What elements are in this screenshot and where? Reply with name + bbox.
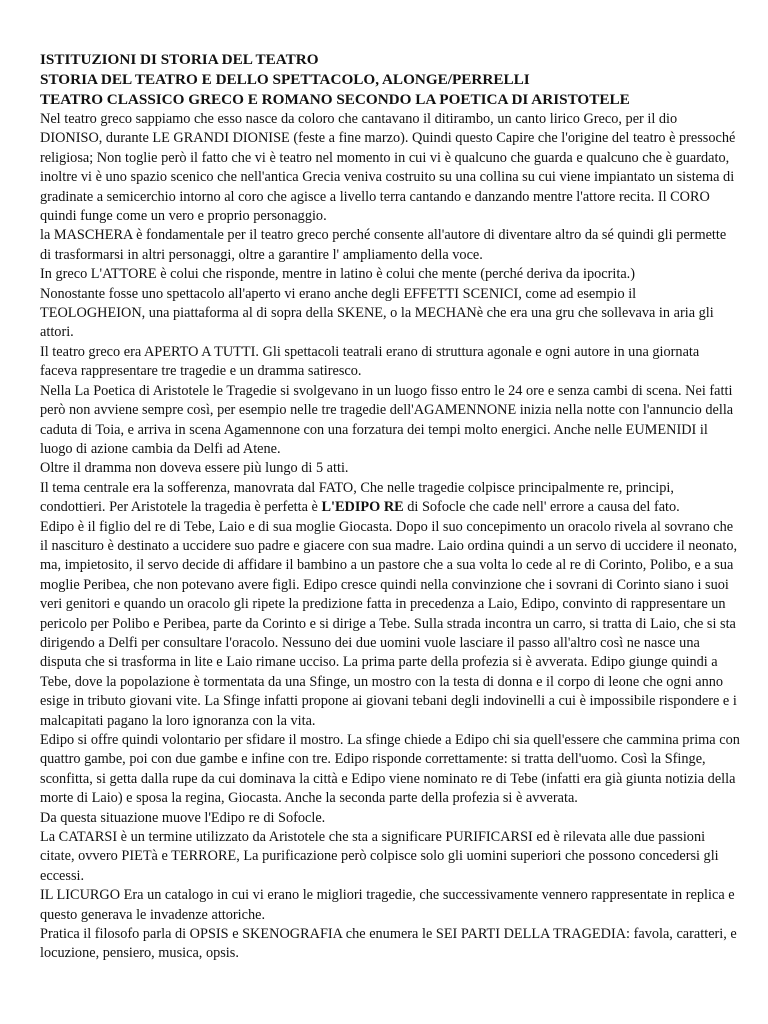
paragraph-aperto-a-tutti: Il teatro greco era APERTO A TUTTI. Gli spettacoli teatrali erano di struttura agonale e ogni autore in una giornata faceva rappresentare tre tragedie e un dramma satiresco. — [40, 343, 700, 380]
document-title: ISTITUZIONI DI STORIA DEL TEATRO — [40, 51, 319, 68]
fato-text: Il tema centrale era la sofferenza, manovrata dal FATO, Che nelle tragedie colpisce principalmente re, principi, condottieri. Per Aristotele la tragedia è perfetta è — [40, 479, 674, 516]
paragraph-poetica: Nella La Poetica di Aristotele le Tragedie si svolgevano in un luogo fisso entro le 24 ore e senza cambi di scena. Nei fatti però non avviene sempre così, per esempio nelle tre tragedie dell'AGAMENNONE inizia nella notte con l'annuncio della caduta di Toia, e arriva in scena Agamennone con una forzatura dei tempi molto energici. Anche nelle EUMENIDI il luogo di azione cambia da Delfi ad Atene. — [40, 382, 734, 457]
section-heading: TEATRO CLASSICO GRECO E ROMANO SECONDO LA POETICA DI ARISTOTELE — [40, 91, 630, 108]
paragraph-catarsi: La CATARSI è un termine utilizzato da Aristotele che sta a significare PURIFICARSI ed è rilevata alle due passioni citate, ovvero PIETà e TERRORE, La purificazione però colpisce solo gli uomini superiori che possono concedersi gli eccessi. — [40, 829, 719, 884]
fato-text-end: di Sofocle che cade nell' errore a causa del fato. — [403, 499, 680, 516]
paragraph-sfinge: Edipo si offre quindi volontario per sfidare il mostro. La sfinge chiede a Edipo chi sia quell'essere che cammina prima con quattro gambe, poi con due gambe e infine con tre. Edipo risponde correttamente: si tratta dell'uomo. Così la Sfinge, sconfitta, si getta dalla rupe da cui dominava la città e Edipo viene nominato re di Tebe (infatti era già giunta notizia della morte di Laio) e sposa la regina, Giocasta. Anche la seconda parte della profezia si è avverata. — [40, 732, 740, 807]
paragraph-licurgo: IL LICURGO Era un catalogo in cui vi erano le migliori tragedie, che successivamente vennero rappresentate in replica e questo generava le invadenze attoriche. — [40, 887, 735, 923]
paragraph-effetti-scenici: Nonostante fosse uno spettacolo all'aperto vi erano anche degli EFFETTI SCENICI, come ad esempio il TEOLOGHEION, una piattaforma al di sopra della SKENE, o la MECHANè che era una gru che sollevava in aria gli attori. — [40, 285, 714, 341]
paragraph-maschera: la MASCHERA è fondamentale per il teatro greco perché consente all'autore di diventare altro da sé quindi gli permette di trasformarsi in altri personaggi, oltre a garantire l' ampliamento della voce. — [40, 227, 727, 263]
paragraph-opsis: Pratica il filosofo parla di OPSIS e SKENOGRAFIA che enumera le SEI PARTI DELLA TRAGEDIA: favola, caratteri, e locuzione, pensiero, musica, opsis. — [40, 926, 737, 962]
paragraph-edipo-sofocle: Da questa situazione muove l'Edipo re di Sofocle. — [40, 809, 326, 826]
document-body — [40, 110, 740, 964]
paragraph-attore: In greco L'ATTORE è colui che risponde, mentre in latino è colui che mente (perché deriva da ipocrita.) — [40, 266, 636, 283]
paragraph-origins: Nel teatro greco sappiamo che esso nasce da coloro che cantavano il ditirambo, un canto lirico Greco, per il dio DIONISO, durante LE GRANDI DIONISE (feste a fine marzo). Quindi questo Capire che l'origine del teatro è pressoché religiosa; Non toglie però il fatto che vi è teatro nel momento in cui vi è qualcuno che guarda e qualcuno che è guardato, inoltre vi è uno spazio scenico che nell'antica Grecia veniva costruito su una collina su cui viene impiantato un sistema di gradinate a semicerchio intorno al coro che agisce a livello terra cantando e danzando mentre l'attore recita. Il CORO quindi funge come un vero e proprio personaggio. — [40, 111, 736, 225]
document-subtitle: STORIA DEL TEATRO E DELLO SPETTACOLO, ALONGE/PERRELLI — [40, 71, 530, 88]
paragraph-fato — [40, 479, 740, 518]
document-page — [40, 50, 740, 964]
paragraph-atti: Oltre il dramma non doveva essere più lungo di 5 atti. — [40, 460, 349, 477]
edipo-re-emphasis: L'EDIPO RE — [321, 499, 404, 516]
paragraph-edipo-story: Edipo è il figlio del re di Tebe, Laio e di sua moglie Giocasta. Dopo il suo concepimento un oracolo rivela al sovrano che il nascituro è destinato a uccidere suo padre e giacere con sua madre. Laio ordina quindi a un servo di uccidere il neonato, ma, impietosito, il servo decide di affidare il bambino a un pastore che a sua volta lo cede al re di Corinto, Polibo, e a sua moglie Peribea, che non potevano avere figli. Edipo cresce quindi nella convinzione che i sovrani di Corinto siano i suoi veri genitori e quando un oracolo gli ripete la predizione fatta in precedenza a Laio, Edipo, convinto di rappresentare un pericolo per Polibo e Peribea, parte da Corinto e si dirige a Tebe. Sulla strada incontra un carro, si tratta di Laio, che si sta dirigendo a Delfi per consultare l'oracolo. Nessuno dei due uomini vuole lasciare il passo all'altro così ne nasce una disputa che si trasforma in lite e Laio rimane ucciso. La prima parte della profezia si è avverata. Edipo giunge quindi a Tebe, dove la popolazione è tormentata da una Sfinge, un mostro con la testa di donna e il corpo di leone che ogni anno esige in tributo giovani vite. La Sfinge infatti propone ai giovani tebani degli indovinelli a cui è impossibile rispondere e i malcapitati pagano la loro ignoranza con la vita. — [40, 518, 738, 729]
